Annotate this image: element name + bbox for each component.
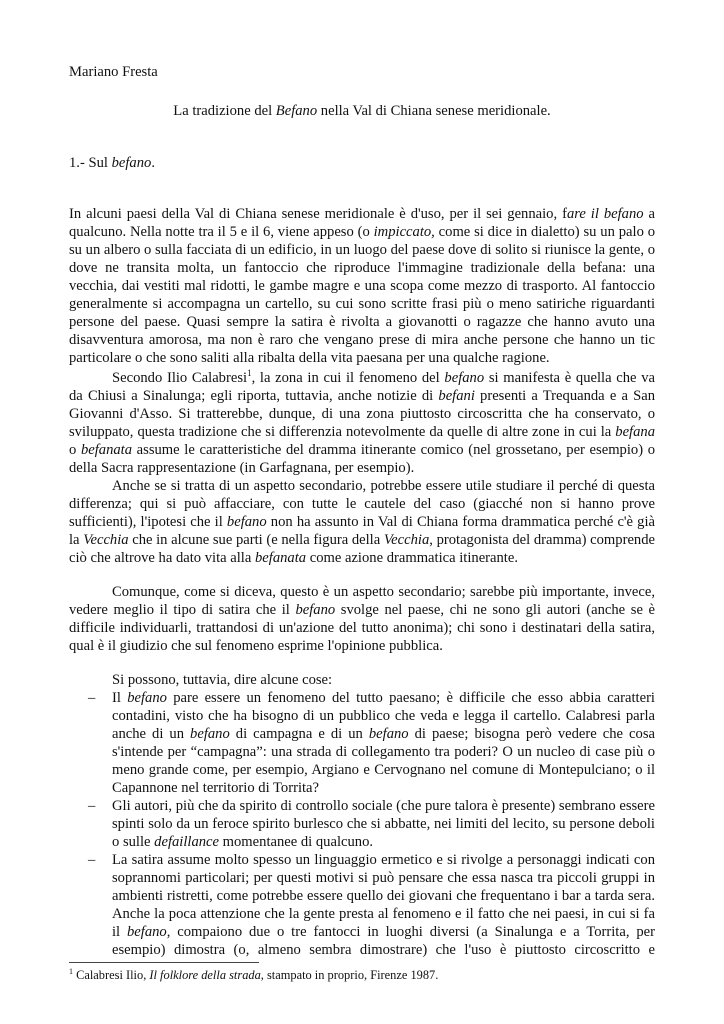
list-item-2-line: spinti solo da un feroce spirito burlesco che si abbatte, nei limiti del lecito, su persone deboli bbox=[112, 816, 655, 832]
list-item-1-line: contadini, visto che ha bisogno di un pubblico che veda e legga il cartello. Calabresi parla bbox=[112, 708, 655, 724]
paragraph-4-line: difficile individuarli, trattandosi di un'azione del tutto anonima); chi sono i destinatari della satira, bbox=[69, 620, 655, 636]
list-bullet: – bbox=[88, 690, 96, 706]
paragraph-3-line: sufficienti), l'ipotesi che il befano non ha assunto in Val di Chiana forma drammatica perché c'è già bbox=[69, 514, 655, 530]
footnote-ref[interactable]: 1 bbox=[247, 368, 252, 379]
paragraph-2-line: Giovanni d'Asso. Si tratterebbe, dunque, di una zona piuttosto circoscritta che ha conservato, o bbox=[69, 406, 655, 422]
list-item-3-line: il befano, compaiono due o tre fantocci in luoghi diversi (a Sinalunga e a Torrita, per bbox=[112, 924, 655, 940]
list-intro: Si possono, tuttavia, dire alcune cose: bbox=[112, 672, 333, 688]
list-item-1-line: anche di un befano di campagna e di un befano di paese; bisogna però vedere che cosa bbox=[112, 726, 655, 742]
list-item-1-line: meno grande come, per esempio, Argiano e Cervognano nel comune di Montepulciano; o il bbox=[112, 762, 655, 778]
paragraph-1-line: qualcuno. Nella notte tra il 5 e il 6, viene appeso (o impiccato, come si dice in dialetto) su un palo o bbox=[69, 224, 655, 240]
section-heading: 1.- Sul befano. bbox=[69, 155, 155, 171]
author-name: Mariano Fresta bbox=[69, 64, 158, 80]
list-item-1-line: Il befano pare essere un fenomeno del tutto paesano; è difficile che esso abbia caratteri bbox=[112, 690, 655, 706]
paragraph-4-line: qual è il giudizio che sul fenomeno esprime l'opinione pubblica. bbox=[69, 638, 443, 654]
paragraph-1-line: generalmente si accompagna un cartello, su cui sono scritte frasi più o meno satiriche riguardanti bbox=[69, 296, 655, 312]
paragraph-4-line: vedere meglio il tipo di satira che il befano svolge nel paese, chi ne sono gli autori (anche se è bbox=[69, 602, 656, 618]
paragraph-2-line: Secondo Ilio Calabresi$^1$, la zona in cui il fenomeno del befano si manifesta è quella che va bbox=[112, 368, 656, 386]
paragraph-1-line: dove ne transita molta, un fantoccio che riproduce l'immagine tradizionale della befana: una bbox=[69, 260, 655, 276]
list-item-1-line: Capannone nel territorio di Torrita? bbox=[112, 780, 320, 796]
document-title: La tradizione del Befano nella Val di Chiana senese meridionale. bbox=[173, 103, 551, 119]
paragraph-3-line: Anche se si tratta di un aspetto secondario, potrebbe essere utile studiare il perché di questa bbox=[112, 478, 655, 494]
paragraph-2-line: sviluppato, questa tradizione che si differenzia notevolmente da quelle di altre zone in cui la befana bbox=[69, 424, 655, 440]
list-item-3-line: ambienti ristretti, come potrebbe essere quello dei giovani che frequentano i bar a tarda sera. bbox=[112, 888, 655, 904]
paragraph-3-line: ciò che altrove ha dato vita alla befanata come azione drammatica itinerante. bbox=[69, 550, 518, 566]
list-item-2-line: o sulle defaillance momentanee di qualcuno. bbox=[112, 834, 374, 850]
list-bullet: – bbox=[88, 798, 96, 814]
list-item-3-line: soprannomi particolari; per questi motivi si può pensare che essa nasca tra piccoli gruppi in bbox=[112, 870, 655, 886]
list-bullet: – bbox=[88, 852, 96, 868]
list-item-1-line: s'intende per “campagna”: una strada di collegamento tra poderi? O un nucleo di case più o bbox=[112, 744, 655, 760]
paragraph-1-line: vecchia, dai vestiti mal ridotti, le gambe magre e una scopa come mezzo di trasporto. Al fantoccio bbox=[69, 278, 655, 294]
list-item-2-line: Gli autori, più che da spirito di controllo sociale (che pure talora è presente) sembrano essere bbox=[112, 798, 655, 814]
paragraph-3-line: differenza; qui si può affacciare, con tutte le cautele del caso (giacché non si hanno prove bbox=[69, 496, 655, 512]
paragraph-2-line: o befanata assume le caratteristiche del dramma itinerante comico (nel grossetano, per esempio) o bbox=[69, 442, 655, 458]
list-item-3-line: Anche la poca attenzione che la gente presta al fenomeno e il fatto che nei paesi, in cui si fa bbox=[112, 906, 655, 922]
paragraph-1-line: In alcuni paesi della Val di Chiana senese meridionale è d'uso, per il sei gennaio, fare il befano a bbox=[69, 206, 655, 222]
paragraph-1-line: particolare o che sono saliti alla ribalta della vita paesana per una qualche ragione. bbox=[69, 350, 550, 366]
paragraph-1-line: su un albero o sulla facciata di un edificio, in un luogo del paese dove di solito si riunisce la gente, o bbox=[69, 242, 655, 258]
paragraph-1-line: disavventura amorosa, ma non è raro che vengano prese di mira anche persone che hanno un tic bbox=[69, 332, 655, 348]
footnote-separator bbox=[69, 962, 259, 963]
paragraph-2-line: da Chiusi a Sinalunga; egli riporta, tuttavia, anche notizie di befani presenti a Trequanda e a San bbox=[69, 388, 656, 404]
paragraph-1-line: persone del paese. Quasi sempre la satira è rivolta a giovanotti o ragazze che hanno avuto una bbox=[69, 314, 655, 330]
list-item-3-line: esempio) dimostra (o, almeno sembra dimostrare) che l'uso è piuttosto circoscritto e bbox=[112, 942, 655, 958]
footnote: $^1$ Calabresi Ilio, Il folklore della strada, stampato in proprio, Firenze 1987. bbox=[69, 966, 439, 982]
list-item-3-line: La satira assume molto spesso un linguaggio ermetico e si rivolge a personaggi indicati con bbox=[112, 852, 655, 868]
paragraph-3-line: la Vecchia che in alcune sue parti (e nella figura della Vecchia, protagonista del dramma) comprende bbox=[69, 532, 655, 548]
paragraph-2-line: della Sacra rappresentazione (in Garfagnana, per esempio). bbox=[69, 460, 415, 476]
paragraph-4-line: Comunque, come si diceva, questo è un aspetto secondario; sarebbe più importante, invece, bbox=[112, 584, 655, 600]
